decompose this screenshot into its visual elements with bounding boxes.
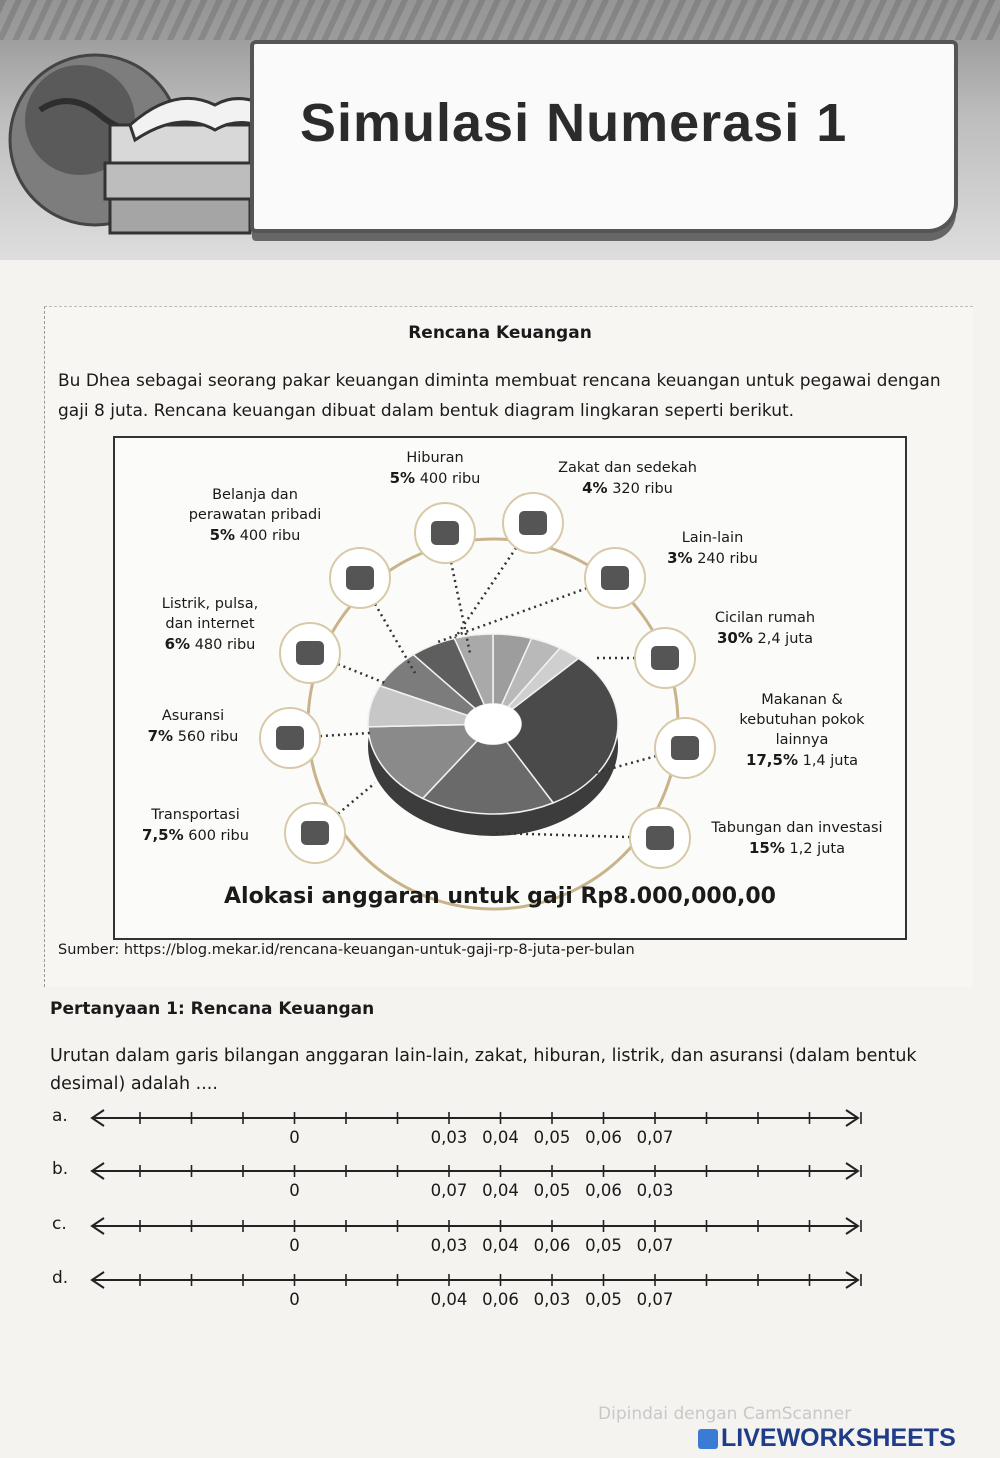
label-cicilan-rumah: Cicilan rumah 30% 2,4 juta <box>714 610 816 647</box>
pie-hole <box>465 704 521 744</box>
house-icon-glyph <box>651 646 679 670</box>
tick-label: 0,05 <box>533 1181 571 1200</box>
tick-label: 0,05 <box>533 1128 571 1147</box>
option-letter[interactable]: b. <box>52 1159 69 1179</box>
tick-label-zero: 0 <box>289 1128 300 1147</box>
option-letter[interactable]: d. <box>52 1268 69 1288</box>
entertainment-icon-glyph <box>431 521 459 545</box>
number-line[interactable] <box>88 1212 863 1242</box>
label-listrik: Listrik, pulsa, dan internet 6% 480 ribu <box>161 596 259 653</box>
number-line-axis <box>88 1157 863 1187</box>
tick-label: 0,04 <box>430 1290 468 1309</box>
tick-label: 0,04 <box>482 1236 519 1255</box>
number-line-axis <box>88 1104 863 1134</box>
chart-title: Alokasi anggaran untuk gaji Rp8.000,000,00 <box>224 884 776 909</box>
box-icon-glyph <box>601 566 629 590</box>
charity-icon-glyph <box>519 511 547 535</box>
tick-label-zero: 0 <box>289 1236 300 1255</box>
tick-label: 0,07 <box>430 1181 468 1200</box>
label-belanja: Belanja dan perawatan pribadi 5% 400 ribu <box>188 487 322 544</box>
car-icon-glyph <box>301 821 329 845</box>
question-text: Urutan dalam garis bilangan anggaran lain-lain, zakat, hiburan, listrik, dan asuransi (dalam bentuk desimal) adalah .... <box>50 1046 917 1094</box>
label-lain-lain: Lain-lain 3% 240 ribu <box>667 530 758 567</box>
tick-label: 0,04 <box>482 1181 519 1200</box>
label-tabungan: Tabungan dan investasi 15% 1,2 juta <box>711 820 883 857</box>
tick-label: 0,07 <box>636 1128 674 1147</box>
heart-icon-glyph <box>276 726 304 750</box>
label-transportasi: Transportasi 7,5% 600 ribu <box>142 807 249 844</box>
label-hiburan: Hiburan 5% 400 ribu <box>389 450 481 487</box>
tick-label: 0,06 <box>533 1236 571 1255</box>
number-line-axis <box>88 1266 863 1296</box>
tick-label: 0,03 <box>430 1236 468 1255</box>
option-letter[interactable]: c. <box>52 1214 67 1234</box>
number-line-axis <box>88 1212 863 1242</box>
scanner-watermark: Dipindai dengan CamScanner <box>598 1404 852 1424</box>
tick-label: 0,03 <box>636 1181 674 1200</box>
section-title: Rencana Keuangan <box>408 323 592 343</box>
tick-label: 0,06 <box>482 1290 519 1309</box>
question-title: Pertanyaan 1: Rencana Keuangan <box>50 999 375 1019</box>
tick-label: 0,06 <box>585 1181 622 1200</box>
label-zakat: Zakat dan sedekah 4% 320 ribu <box>558 460 697 497</box>
tick-label: 0,03 <box>533 1290 571 1309</box>
shopping-bag-icon-glyph <box>346 566 374 590</box>
tick-label: 0,07 <box>636 1290 674 1309</box>
tick-label: 0,03 <box>430 1128 468 1147</box>
tick-label: 0,07 <box>636 1236 674 1255</box>
grocery-icon-glyph <box>671 736 699 760</box>
number-line[interactable] <box>88 1266 863 1296</box>
tick-label: 0,05 <box>585 1236 622 1255</box>
number-line[interactable] <box>88 1157 863 1187</box>
tick-label: 0,05 <box>585 1290 622 1309</box>
tick-label-zero: 0 <box>289 1290 300 1309</box>
tick-label: 0,04 <box>482 1128 519 1147</box>
liveworksheets-logo-icon <box>698 1429 718 1449</box>
intro-paragraph: Bu Dhea sebagai seorang pakar keuangan diminta membuat rencana keuangan untuk pegawai dengan gaji 8 juta. Rencana keuangan dibuat dalam bentuk diagram lingkaran seperti berikut. <box>58 371 941 421</box>
tick-label: 0,06 <box>585 1128 622 1147</box>
piggy-bank-icon-glyph <box>646 826 674 850</box>
globe-books-icon <box>0 30 290 250</box>
page-title: Simulasi Numerasi 1 <box>300 93 848 153</box>
chart-source: Sumber: https://blog.mekar.id/rencana-keuangan-untuk-gaji-rp-8-juta-per-bulan <box>58 942 635 958</box>
liveworksheets-brand: LIVEWORKSHEETS <box>698 1424 956 1453</box>
bulb-icon-glyph <box>296 641 324 665</box>
tick-label-zero: 0 <box>289 1181 300 1200</box>
option-letter[interactable]: a. <box>52 1106 68 1126</box>
number-line[interactable] <box>88 1104 863 1134</box>
label-makanan: Makanan & kebutuhan pokok lainnya 17,5% 1,4 juta <box>739 692 865 769</box>
label-asuransi: Asuransi 7% 560 ribu <box>147 708 239 745</box>
